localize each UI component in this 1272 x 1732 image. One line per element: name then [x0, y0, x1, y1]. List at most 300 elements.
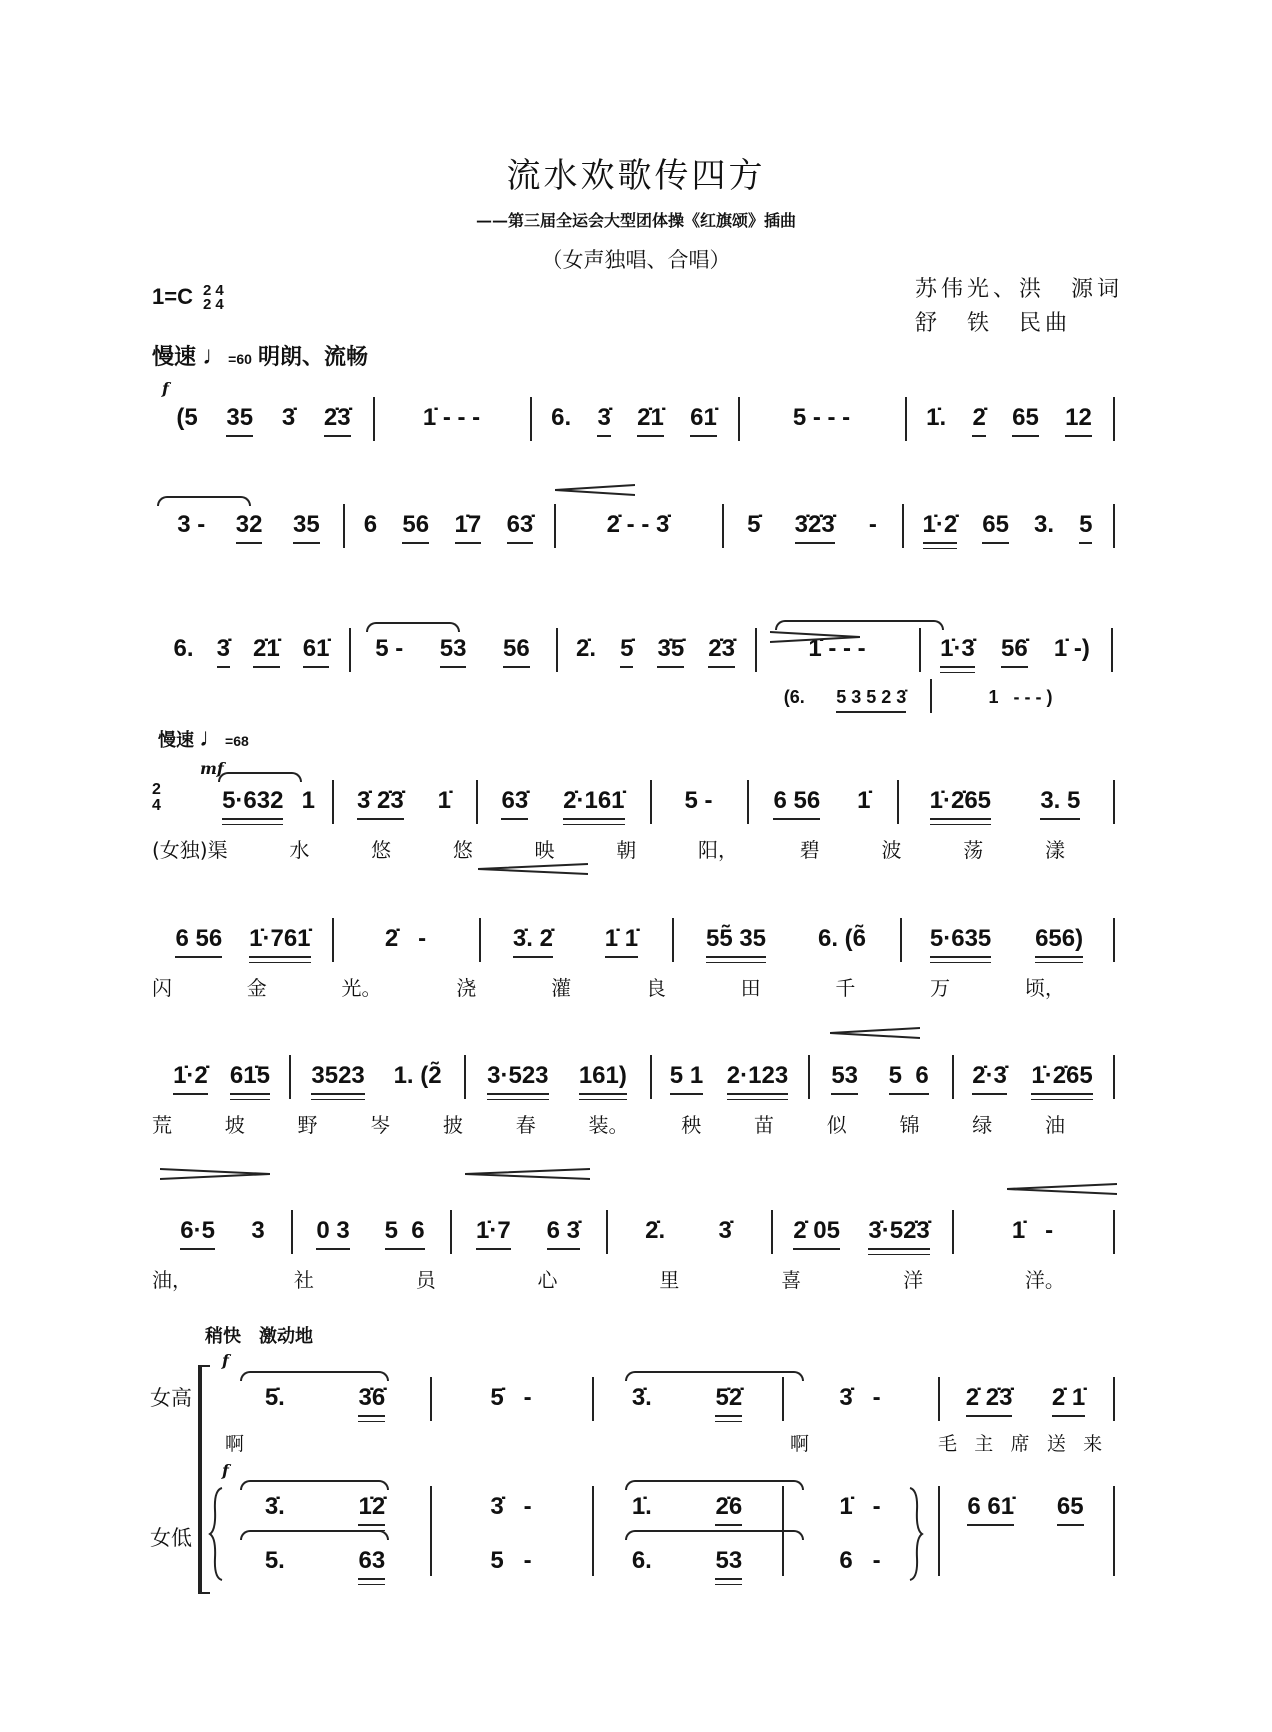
note-group: 63̇: [507, 510, 534, 544]
barline: [900, 918, 902, 962]
measure: [162, 924, 324, 964]
lyric-syllable: 锦: [899, 1113, 920, 1137]
tempo-text: 慢速: [152, 344, 197, 369]
lyric-syllable: 似: [826, 1113, 847, 1137]
lyrics-line: [152, 1109, 1065, 1138]
note-group: 3̇: [281, 404, 296, 431]
slur: [625, 1530, 804, 1540]
measure: [213, 786, 324, 826]
measure: [458, 1216, 598, 1256]
note-group: 3̇: [217, 634, 230, 668]
note-group: 5 3 5 2 3̇: [836, 685, 906, 713]
note-group: 6: [363, 511, 378, 538]
slur: [366, 622, 460, 632]
measure: [768, 685, 922, 725]
note-group: 1̇·2̇: [923, 510, 958, 544]
note-group: 3̇.: [264, 1493, 285, 1520]
measure: [340, 924, 471, 964]
lyric-syllable: 油: [1045, 1113, 1065, 1137]
barline: [919, 628, 921, 672]
composer-credit: 舒 铁 民曲: [915, 310, 1072, 335]
lyric-syllable: 披: [443, 1113, 463, 1137]
note-group: 161): [579, 1061, 627, 1095]
note-group: 2̇3̇: [708, 634, 735, 668]
note-group: 2·123: [727, 1061, 788, 1095]
lyric-syllable: 光。: [341, 976, 382, 1000]
note-group: 5̇: [620, 634, 633, 668]
lyricist-credit: 苏伟光、洪 源词: [915, 276, 1124, 301]
note-group: 1̇·761̇: [249, 924, 310, 958]
lyric-syllable: 喜: [781, 1268, 802, 1292]
slur: [157, 496, 251, 506]
note-group: 2̇1̇: [637, 403, 664, 437]
measure: [600, 1546, 774, 1586]
lyrics-line: [152, 972, 1065, 1001]
tempo-marking-3: [205, 1322, 313, 1348]
note-group: 1̇7: [455, 510, 482, 544]
note-group: 1̇ -: [839, 1493, 881, 1520]
lyric-syllable: 社: [293, 1268, 314, 1292]
quarter-note-icon: ♩: [202, 340, 229, 370]
note-group: 5 -: [684, 787, 713, 814]
note-group: 3̇.: [631, 1384, 652, 1411]
barline: [289, 1055, 291, 1099]
measure: [790, 1492, 930, 1532]
barline: [938, 1486, 940, 1576]
alto-brace-left: [208, 1486, 224, 1582]
crescendo-hairpin: [1007, 1182, 1117, 1194]
barline: [479, 918, 481, 962]
lyric-syllable: 心: [537, 1268, 558, 1292]
note-group: 3: [251, 1217, 265, 1244]
note-group: 5̇: [747, 511, 761, 538]
barline: [905, 397, 907, 441]
note-group: 2̇·161̇: [563, 786, 624, 820]
note-group: (6.: [783, 687, 805, 707]
note-group: 12: [1065, 403, 1092, 437]
measure: [438, 1492, 584, 1532]
lyric-syllable: 映: [534, 838, 555, 862]
note-group: 1̇ -: [1011, 1217, 1054, 1244]
barline: [606, 1210, 608, 1254]
note-group: 6.: [631, 1547, 652, 1574]
measure: [228, 1383, 422, 1423]
note-group: 5̇.: [264, 1384, 285, 1411]
measure: [960, 1216, 1105, 1256]
measure: [746, 403, 897, 443]
measure: [614, 1216, 763, 1256]
barline: [291, 1210, 293, 1254]
note-group: 2̇.: [576, 635, 597, 662]
note-group: 3̇ -: [839, 1384, 881, 1411]
slur: [218, 772, 302, 782]
note-group: 1̇ - - -: [808, 635, 866, 662]
note-group: 6 61̇: [967, 1492, 1014, 1526]
lyric-syllable: 野: [297, 1113, 318, 1137]
barline: [1113, 1055, 1115, 1099]
tempo-marking-2: [158, 722, 249, 753]
note-group: 5 -: [490, 1547, 532, 1574]
note-group: 2̇ 05: [793, 1216, 840, 1250]
lyric-syllable: 田: [740, 976, 761, 1000]
barline: [476, 780, 478, 824]
measure: [730, 510, 894, 550]
note-group: 2̇6: [715, 1492, 742, 1526]
note-group: 1̇·2̇: [173, 1061, 208, 1095]
barline: [1113, 1486, 1115, 1576]
performance-note: （女声独唱、合唱）: [541, 249, 731, 272]
measure: [658, 1061, 800, 1101]
tempo-text: 慢速: [158, 730, 194, 750]
note-group: (5: [176, 404, 198, 431]
measure: [162, 1061, 281, 1101]
note-group: 32: [236, 510, 263, 544]
measure: [162, 1216, 283, 1256]
measure: [913, 403, 1105, 443]
lyric-syllable: 装。: [588, 1113, 629, 1137]
measure: [487, 924, 664, 964]
measure: [908, 924, 1105, 964]
note-group: 3̇: [597, 403, 610, 437]
lyric-syllable: 坡: [224, 1113, 245, 1137]
slur: [625, 1371, 804, 1381]
measure: [564, 634, 747, 674]
note-group: 2̇ - - 3̇: [606, 511, 670, 538]
barline: [952, 1210, 954, 1254]
note-group: 6 3̇: [547, 1216, 580, 1250]
note-group: 53: [831, 1061, 858, 1095]
note-group: 3̇·52̇3̇: [868, 1216, 929, 1250]
song-title: 流水欢歌传四方: [506, 156, 766, 196]
lyric-syllable: 秧: [681, 1113, 702, 1137]
expression-text: 激动地: [259, 1326, 313, 1346]
note-group: 2̇·3̇: [972, 1061, 1007, 1095]
note-group: 5 - - -: [792, 404, 851, 431]
lyric-syllable: 岑: [370, 1113, 391, 1137]
tempo-marking-1: [152, 340, 368, 371]
note-group: 6.: [551, 404, 572, 431]
slur: [775, 620, 944, 630]
note-group: 35: [226, 403, 253, 437]
lyrics-line: [152, 1264, 1065, 1293]
barline: [1113, 918, 1115, 962]
lyric-syllable: 阳，: [698, 838, 739, 862]
tempo-text: 稍快: [205, 1326, 241, 1346]
note-group: 6·5: [180, 1216, 215, 1250]
lyric-syllable: 灌: [551, 976, 572, 1000]
note-group: 65: [1057, 1492, 1084, 1526]
barline: [1113, 1377, 1115, 1421]
note-group: 3̇2̇3̇: [795, 510, 835, 544]
note-group: 2̇. 3̇: [645, 1217, 732, 1244]
slur: [240, 1480, 389, 1490]
barline: [592, 1486, 594, 1576]
lyric-syllable: 水: [289, 838, 310, 862]
lyric-syllable: 油，: [152, 1268, 192, 1292]
note-group: 3̇5̇: [657, 634, 684, 668]
decrescendo-hairpin: [770, 630, 860, 642]
note-group: 53: [440, 634, 467, 668]
lyric-syllable: 万: [930, 976, 951, 1000]
note-group: 2̇3̇: [324, 403, 351, 437]
lyric-syllable: 荒: [152, 1113, 172, 1137]
barline: [332, 780, 334, 824]
note-group: 56̇: [1001, 634, 1028, 668]
measure: [472, 1061, 642, 1101]
note-group: 5 1: [670, 1061, 703, 1095]
measure: [162, 634, 341, 674]
dynamic-f-soprano: f: [222, 1351, 229, 1370]
barline: [1113, 1210, 1115, 1254]
note-group: 1̇: [857, 787, 871, 814]
barline: [332, 918, 334, 962]
measure: [779, 1216, 944, 1256]
barline: [592, 1377, 594, 1421]
note-group: 1̇ 1̇: [605, 924, 638, 958]
barline: [808, 1055, 810, 1099]
note-group: 35: [293, 510, 320, 544]
measure: [755, 786, 889, 826]
barline: [930, 679, 932, 713]
note-group: 63̇: [501, 786, 528, 820]
barline: [1113, 397, 1115, 441]
note-group: 5: [1079, 510, 1092, 544]
barline: [650, 780, 652, 824]
measure: [600, 1383, 774, 1423]
key-signature: [152, 284, 224, 312]
barline: [902, 504, 904, 548]
barline: [464, 1055, 466, 1099]
crescendo-hairpin: [555, 483, 635, 495]
measure: [381, 403, 522, 443]
note-group: 65: [982, 510, 1009, 544]
barline: [897, 780, 899, 824]
note-group: 3̇ 2̇3̇: [357, 786, 404, 820]
note-group: 61̇5: [230, 1061, 270, 1095]
measure: [162, 510, 335, 550]
dynamic-f: f: [162, 379, 169, 398]
note-group: 3̇ -: [490, 1493, 532, 1520]
note-group: 53: [715, 1546, 742, 1580]
note-group: 3.: [1034, 511, 1055, 538]
note-group: 1 - - - ): [988, 687, 1053, 707]
measure: [351, 510, 546, 550]
lyric-syllable: 洋: [903, 1268, 924, 1292]
lyric-syllable: 顷，: [1024, 976, 1065, 1000]
barline: [343, 504, 345, 548]
barline: [450, 1210, 452, 1254]
barline: [938, 1377, 940, 1421]
note-group: 3 -: [177, 511, 206, 538]
measure: [658, 786, 739, 826]
note-group: 5 6: [385, 1216, 425, 1250]
lyric-syllable: 漾: [1044, 838, 1065, 862]
key-text: 1=C: [152, 284, 193, 309]
barline: [771, 1210, 773, 1254]
measure: [562, 510, 714, 550]
measure: [228, 1546, 422, 1586]
lyric-syllable: 员: [415, 1268, 436, 1292]
barline: [430, 1377, 432, 1421]
note-group: 3̇. 2̇: [513, 924, 553, 958]
lyric-syllable: 浇: [456, 976, 477, 1000]
slur: [240, 1371, 389, 1381]
lyric-syllable: 里: [659, 1268, 680, 1292]
measure: [946, 1383, 1105, 1423]
measure: [297, 1061, 456, 1101]
measure: [228, 1492, 422, 1532]
barline: [556, 628, 558, 672]
barline: [530, 397, 532, 441]
measure: [816, 1061, 944, 1101]
lyric-syllable: (女独)渠: [152, 838, 228, 862]
tempo-bpm: =60: [228, 351, 252, 367]
note-group: 1̇·3̇: [940, 634, 975, 668]
note-group: 1: [301, 787, 315, 814]
note-group: 5̇2̇: [715, 1383, 742, 1417]
barline: [1113, 504, 1115, 548]
voice-label-alto: 女低: [150, 1527, 192, 1550]
quarter-note-icon: ♩: [199, 722, 226, 752]
note-group: 1̇: [437, 787, 451, 814]
barline: [952, 1055, 954, 1099]
lyric-syllable: 啊: [790, 1434, 816, 1455]
measure: [299, 1216, 442, 1256]
note-group: 3. 5: [1040, 786, 1080, 820]
note-group: 1̇.: [926, 404, 947, 431]
measure: [340, 786, 468, 826]
measure: [790, 1383, 930, 1423]
measure: [938, 685, 1103, 725]
lyric-syllable: 悠: [452, 838, 473, 862]
measure: [484, 786, 642, 826]
note-group: 56: [503, 634, 530, 668]
lyric-syllable: 千: [835, 976, 856, 1000]
note-group: 2̇: [972, 403, 985, 437]
note-group: 6 56: [175, 924, 222, 958]
lyric-syllable: 悠: [371, 838, 392, 862]
barline: [650, 1055, 652, 1099]
note-group: 63: [358, 1546, 385, 1580]
note-group: 5 6: [889, 1061, 929, 1095]
note-group: 5·632: [222, 786, 283, 820]
crescendo-hairpin: [830, 1026, 920, 1038]
note-group: 6. (6̃: [817, 925, 867, 952]
barline: [782, 1377, 784, 1421]
barline: [747, 780, 749, 824]
barline: [672, 918, 674, 962]
measure: [680, 924, 892, 964]
note-group: 1. (2̃: [393, 1062, 442, 1089]
lyric-syllable: 波: [881, 838, 902, 862]
barline: [722, 504, 724, 548]
time-signature-2-2: 2 2: [202, 282, 212, 314]
voice-label-soprano: 女高: [150, 1387, 192, 1410]
lyric-syllable: 绿: [972, 1113, 993, 1137]
lyric-syllable: 春: [515, 1113, 536, 1137]
barline: [1113, 780, 1115, 824]
note-group: 1̇ - - -: [422, 404, 481, 431]
measure: [538, 403, 730, 443]
note-group: 5.: [264, 1547, 285, 1574]
tempo-bpm: =68: [225, 733, 249, 749]
measure: [910, 510, 1105, 550]
note-group: 5·635: [930, 924, 991, 958]
measure: [946, 1492, 1105, 1532]
barline: [554, 504, 556, 548]
barline: [738, 397, 740, 441]
note-group: 61̇: [690, 403, 717, 437]
expression-text: 明朗、流畅: [258, 344, 369, 369]
lyric-syllable: 朝: [616, 838, 637, 862]
measure: [438, 1546, 584, 1586]
note-group: 5̇ -: [490, 1384, 532, 1411]
note-group: 0 3: [316, 1216, 349, 1250]
dynamic-mf: mf: [200, 759, 224, 778]
time-signature-4-4: 4 4: [215, 282, 224, 314]
dynamic-f-alto: f: [222, 1461, 229, 1480]
slur: [625, 1480, 804, 1490]
measure: [960, 1061, 1105, 1101]
lyric-syllable: 良: [645, 976, 666, 1000]
note-group: 1̇·2̇65: [1031, 1061, 1092, 1095]
lyric-syllable: 荡: [963, 838, 984, 862]
lyric-syllable: 碧: [799, 838, 820, 862]
note-group: 3523: [311, 1061, 364, 1095]
measure: [438, 1383, 584, 1423]
crescendo-hairpin: [478, 862, 588, 874]
barline: [755, 628, 757, 672]
note-group: -: [868, 511, 877, 538]
song-subtitle: ——第三届全运会大型团体操《红旗颂》插曲: [475, 211, 797, 230]
lyric-syllable: 洋。: [1024, 1268, 1065, 1292]
lyrics-line: [152, 834, 1065, 863]
note-group: 1̇ -): [1053, 635, 1090, 662]
note-group: 6 56: [773, 786, 820, 820]
measure: [905, 786, 1105, 826]
crescendo-hairpin: [465, 1167, 590, 1179]
decrescendo-hairpin: [160, 1167, 270, 1179]
note-group: 1̇·2̇65: [930, 786, 991, 820]
barline: [1111, 628, 1113, 672]
lyric-syllable: 啊: [225, 1434, 251, 1455]
note-group: 1̇.: [631, 1493, 652, 1520]
note-group: 1̇2̇: [358, 1492, 385, 1526]
time-signature-2-4: 2 4: [152, 781, 161, 814]
lyric-syllable: 闪: [152, 976, 172, 1000]
note-group: 2̇ 1̇: [1052, 1383, 1085, 1417]
slur: [240, 1530, 389, 1540]
note-group: 6 -: [839, 1547, 881, 1574]
measure: [162, 403, 365, 443]
note-group: 65: [1012, 403, 1039, 437]
lyric-syllable: 金: [246, 976, 267, 1000]
barline: [430, 1486, 432, 1576]
note-group: 56: [402, 510, 429, 544]
measure: [600, 1492, 774, 1532]
lyric-syllable: 苗: [754, 1113, 774, 1137]
lyric-syllable: 毛 主 席 送 来: [938, 1434, 1109, 1455]
note-group: 5 -: [375, 635, 404, 662]
measure: [357, 634, 548, 674]
note-group: 2̇ 2̇3̇: [966, 1383, 1013, 1417]
barline: [373, 397, 375, 441]
note-group: 656): [1035, 924, 1083, 958]
note-group: 6.: [173, 635, 194, 662]
note-group: 3̇6̇: [358, 1383, 385, 1417]
measure: [927, 634, 1103, 674]
note-group: 61̇: [303, 634, 330, 668]
